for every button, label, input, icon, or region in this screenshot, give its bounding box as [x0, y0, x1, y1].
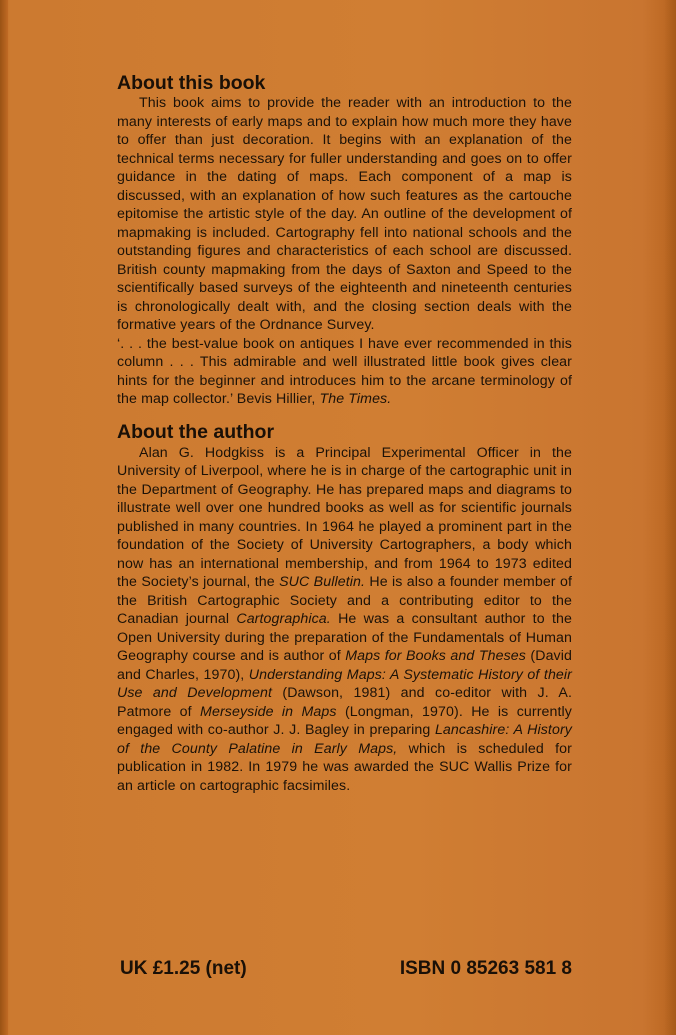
about-author-heading: About the author	[117, 420, 275, 443]
cover-footer	[120, 958, 572, 980]
author-text-4: (David and Charles, 1970),	[117, 648, 572, 683]
author-italic-5: Merseyside in Maps	[200, 703, 337, 720]
about-book-section	[117, 72, 572, 409]
author-italic-2: Cartographica.	[236, 611, 331, 627]
about-book-heading: About this book	[117, 72, 266, 94]
review-quote	[117, 335, 572, 409]
author-text-3: He was a consultant author to the Open University during the preparation of the Fundamentals of Human Geography course and is author of	[117, 611, 572, 664]
review-quote-source: The Times.	[319, 391, 392, 407]
author-italic-1: SUC Bulletin.	[279, 574, 366, 590]
review-quote-text: ‘. . . the best-value book on antiques I have ever recommended in this column . . . This admirable and well illustrated little book gives clear hints for the beginner and introduces him to the arcane terminology of the map collector.’ Bevis Hillier,	[117, 335, 572, 407]
about-author-section	[117, 421, 572, 796]
about-book-body: This book aims to provide the reader with an introduction to the many interests of early maps and to explain how much more they have to offer than just decoration. It begins with an explanation of the technical terms necessary for fuller understanding and goes on to offer guidance in the dating of maps. Each component of a map is discussed, with an explanation of how such features as the cartouche epitomise the artistic style of the day. An outline of the development of mapmaking is included. Cartography fell into national schools and the outstanding figures and characteristics of each school are discussed. British county mapmaking from the days of Saxton and Speed to the scientifically based surveys of the eighteenth and nineteenth centuries is chronologically dealt with, and the closing section deals with the formative years of the Ordnance Survey.	[117, 95, 572, 333]
price-label: UK £1.25 (net)	[120, 958, 247, 979]
author-italic-6: Lancashire: A History of the County Palatine in Early Maps,	[117, 722, 572, 757]
author-text-6: (Longman, 1970). He is currently engaged with co-author J. J. Bagley in preparing	[117, 703, 572, 738]
isbn-label: ISBN 0 85263 581 8	[399, 958, 572, 979]
cover-text	[117, 72, 572, 795]
author-text-1: Alan G. Hodgkiss is a Principal Experimental Officer in the University of Liverpool, where he is in charge of the cartographic unit in the Department of Geography. He has prepared maps and diagrams to illustrate well over one hundred books as well as for scientific journals published in many countries. In 1964 he played a prominent part in the foundation of the Society of University Cartographers, a body which now has an international membership, and from 1964 to 1973 edited the Society’s journal, the	[117, 444, 572, 590]
author-text-5: (Dawson, 1981) and co-editor with J. A. Patmore of	[117, 685, 572, 720]
author-italic-3: Maps for Books and Theses	[345, 648, 526, 664]
author-italic-4: Understanding Maps: A Systematic History of their Use and Development	[117, 666, 572, 701]
about-author-body	[117, 444, 572, 796]
author-text-7: which is scheduled for publication in 1982. In 1979 he was awarded the SUC Wallis Prize for an article on cartographic facsimiles.	[117, 740, 572, 794]
author-text-2: He is also a founder member of the British Cartographic Society and a contributing editor to the Canadian journal	[117, 574, 572, 627]
